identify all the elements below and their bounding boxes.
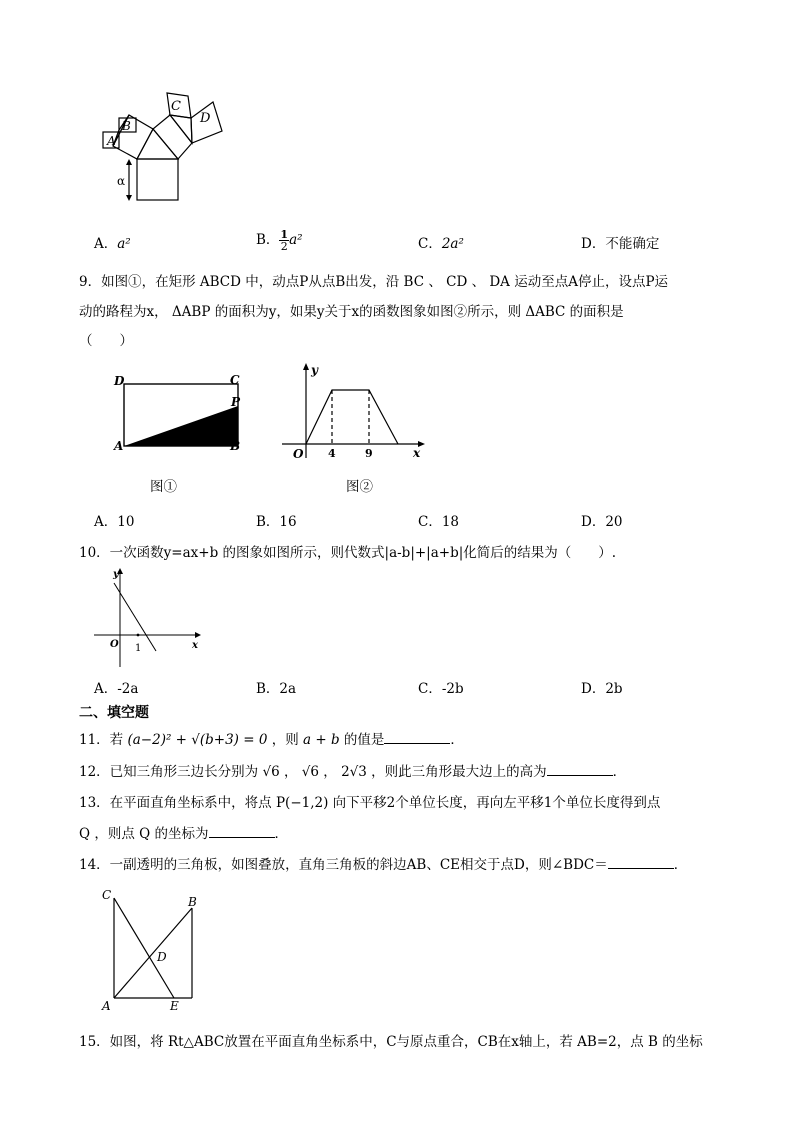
q14-label-b: B — [188, 895, 197, 909]
q12-line: 12．已知三角形三边长分别为 √6 ， √6 ， 2√3 ，则此三角形最大边上的高为 ． — [79, 764, 627, 780]
q8-option-b: B． $\frac{1}{2}$ a² — [256, 228, 303, 253]
q9-fig1-label-d: D — [114, 374, 125, 388]
q13-blank[interactable] — [209, 825, 275, 838]
q9-line1: 9．如图①，在矩形 ABCD 中，动点P从点B出发，沿 BC 、 CD 、 DA 运动至点A停止，设点P运 — [79, 274, 669, 290]
q11-line: 11．若 (a−2)² + √(b+3) = 0 ，则 a + b 的值是 ． — [79, 732, 464, 748]
q14-line1: 14．一副透明的三角板，如图叠放，直角三角板的斜边AB、CE相交于点D，则∠BDC＝ ． — [79, 857, 688, 873]
q14-label-d: D — [157, 950, 167, 964]
q8-label-d: D — [200, 111, 211, 126]
q8-label-alpha: α — [117, 174, 126, 188]
q10-label-1: 1 — [135, 643, 142, 654]
q8-option-c: C．2a² — [418, 236, 464, 252]
q9-fig2-caption: 图② — [346, 479, 373, 495]
q9-figure-1 — [110, 368, 250, 460]
q10-label-y: y — [113, 569, 119, 580]
q9-fig2-tick-9: 9 — [365, 447, 373, 460]
q15-line1: 15．如图，将 Rt△ABC放置在平面直角坐标系中，C与原点重合，CB在x轴上，若 AB=2，点 B 的坐标 — [79, 1034, 703, 1050]
section-title: 二、填空题 — [79, 705, 149, 721]
q8-label-c: C — [171, 99, 181, 114]
q10-option-a: A．-2a — [94, 681, 139, 697]
q8-label-a: A — [107, 134, 116, 148]
q14-label-e: E — [170, 999, 179, 1013]
q9-fig2-label-y: y — [311, 363, 318, 377]
q8-option-d: D．不能确定 — [581, 236, 660, 252]
q9-fig1-caption: 图① — [150, 479, 177, 495]
q13-line1: 13．在平面直角坐标系中，将点 P(−1,2) 向下平移2个单位长度，再向左平移1个单位长度得到点 — [79, 795, 661, 811]
q9-option-c: C．18 — [418, 514, 460, 530]
q9-option-b: B．16 — [256, 514, 297, 530]
q10-option-d: D．2b — [581, 681, 623, 697]
q9-line2: 动的路程为x， ΔABP 的面积为y，如果y关于x的函数图象如图②所示，则 ΔABC 的面积是 — [79, 304, 624, 320]
q14-label-c: C — [102, 888, 112, 902]
q8-option-a: A．a² — [94, 236, 131, 252]
q8-label-b: B — [122, 119, 131, 133]
q9-fig2-label-o: O — [293, 447, 304, 461]
q9-fig1-label-a: A — [114, 439, 124, 453]
q9-fig1-label-c: C — [230, 373, 240, 387]
q9-fig1-label-p: P — [231, 395, 241, 409]
q11-blank[interactable] — [384, 731, 450, 744]
q9-fig2-label-x: x — [413, 446, 421, 460]
q9-option-d: D．20 — [581, 514, 623, 530]
q14-figure — [96, 882, 216, 1018]
q9-figure-2 — [282, 360, 432, 462]
q12-blank[interactable] — [547, 763, 613, 776]
q10-line1: 10．一次函数y=ax+b 的图象如图所示，则代数式|a-b|+|a+b|化简后的结果为（ ）. — [79, 545, 617, 561]
q10-label-x: x — [192, 640, 198, 651]
q10-option-b: B．2a — [256, 681, 297, 697]
q10-option-c: C．-2b — [418, 681, 464, 697]
q14-label-a: A — [102, 999, 111, 1013]
q9-answer-parens: （ ） — [79, 333, 133, 349]
q14-blank[interactable] — [608, 856, 674, 869]
q10-label-o: O — [110, 639, 119, 650]
q13-line2: Q ，则点 Q 的坐标为 ． — [79, 826, 289, 842]
q9-fig1-label-b: B — [230, 439, 241, 453]
q10-figure — [90, 563, 210, 671]
q8-figure — [96, 86, 236, 204]
q9-fig2-tick-4: 4 — [328, 447, 336, 460]
q9-option-a: A．10 — [94, 514, 135, 530]
